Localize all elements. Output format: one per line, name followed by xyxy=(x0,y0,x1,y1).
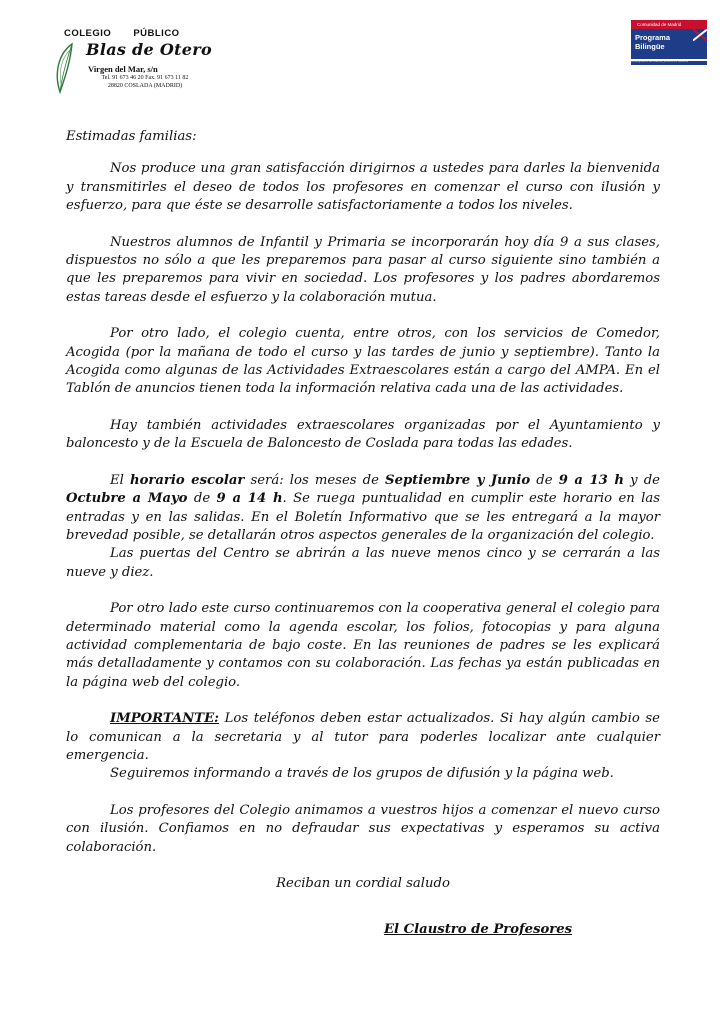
paragraph-services: Por otro lado, el colegio cuenta, entre otros, con los servicios de Comedor, Acogida (por la mañana de todo el curso y las tardes de junio y septiembre). Tanto la Acogida como algunas de las Actividades Extraescolares están a cargo del AMPA. En el Tablón de anuncios tienen toda la información relativa cada una de las actividades. xyxy=(66,326,660,397)
hours-oct-may: 9 a 14 h xyxy=(216,491,283,507)
uk-flag-icon xyxy=(693,29,707,41)
schedule-label: horario escolar xyxy=(130,472,245,488)
school-logo-leaf-icon xyxy=(52,40,78,96)
school-letterhead xyxy=(52,26,212,96)
school-city: 28820 COSLADA (MADRID) xyxy=(107,83,183,89)
paragraph-schedule: El horario escolar será: los meses de Septiembre y Junio de 9 a 13 h y de Octubre a Mayo de 9 a 14 h. Se ruega puntualidad en cumplir este horario en las entradas y en las salidas. En el Boletín Informativo que se les entregará a la mayor brevedad posible, se detallarán otros aspectos generales de la organización del colegio. xyxy=(66,472,660,543)
months-oct-may: Octubre a Mayo xyxy=(66,491,188,507)
program-label: Programa xyxy=(635,33,671,42)
school-name: Blas de Otero xyxy=(86,40,212,59)
important-label: IMPORTANTE: xyxy=(110,711,220,727)
paragraph-encouragement: Los profesores del Colegio animamos a vuestros hijos a comenzar el nuevo curso con ilusión. Confiamos en no defraudar sus expectativas y esperamos su activa colaboración. xyxy=(66,802,660,855)
letter-body xyxy=(66,128,660,940)
paragraph-important: IMPORTANTE: Los teléfonos deben estar actualizados. Si hay algún cambio se lo comunican a la secretaria y al tutor para poderles localizar ante cualquier emergencia. xyxy=(66,711,660,763)
hours-sep-jun: 9 a 13 h xyxy=(558,472,624,488)
paragraph-activities: Hay también actividades extraescolares organizadas por el Ayuntamiento y baloncesto y de la Escuela de Baloncesto de Coslada para todas las edades. xyxy=(66,417,660,452)
signature: El Claustro de Profesores xyxy=(384,922,573,938)
paragraph-info-channels: Seguiremos informando a través de los grupos de difusión y la página web. xyxy=(110,766,614,782)
paragraph-welcome: Nos produce una gran satisfacción dirigirnos a ustedes para darles la bienvenida y transmitirles el deseo de todos los profesores en comenzar el curso con ilusión y esfuerzo, para que éste se desarrolle satisfactoriamente a todos los niveles. xyxy=(66,161,660,214)
bilingual-program-badge xyxy=(631,20,707,72)
bilingual-label: Bilingüe xyxy=(635,42,665,51)
program-label-box xyxy=(631,29,707,59)
paragraph-students: Nuestros alumnos de Infantil y Primaria se incorporarán hoy día 9 a sus clases, dispuestos no sólo a que les preparemos para pasar al curso siguiente sino también a que les preparemos para vivir en sociedad. Los profesores y los padres abordaremos estas tareas desde el esfuerzo y la colaboración mutua. xyxy=(66,234,660,305)
badge-caption: CONSEJERÍA DE EDUCACIÓN, JUVENTUD Y DEPORTE xyxy=(631,61,707,65)
school-type-label: COLEGIO PÚBLICO xyxy=(64,28,180,39)
months-sep-jun: Septiembre y Junio xyxy=(385,472,531,488)
school-contact xyxy=(90,74,200,90)
school-phones: Tel. 91 673 46 20 Fax. 91 673 11 82 xyxy=(101,75,189,81)
paragraph-doors: Las puertas del Centro se abrirán a las nueve menos cinco y se cerrarán a las nueve y diez. xyxy=(66,546,660,580)
closing-line: Reciban un cordial saludo xyxy=(276,876,450,891)
school-street: Virgen del Mar, s/n xyxy=(88,64,158,74)
region-label: Comunidad de Madrid xyxy=(631,20,707,29)
greeting: Estimadas familias: xyxy=(66,129,197,144)
paragraph-cooperative: Por otro lado este curso continuaremos con la cooperativa general el colegio para determinado material como la agenda escolar, los folios, fotocopias y para alguna actividad complementaria de bajo coste. En las reuniones de padres se les explicará más detalladamente y contamos con su colaboración. Las fechas ya están publicadas en la página web del colegio. xyxy=(66,601,660,690)
